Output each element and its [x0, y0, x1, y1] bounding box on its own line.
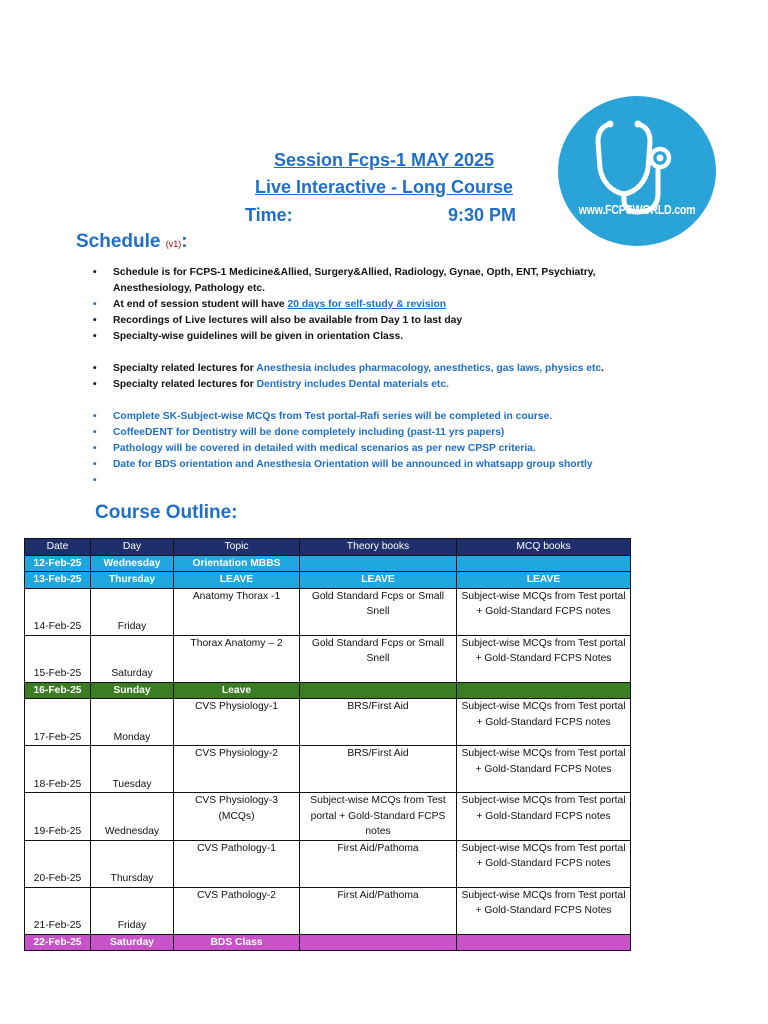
table-row — [25, 572, 631, 589]
table-row — [25, 840, 631, 887]
cell-day: Friday — [91, 588, 174, 635]
cell-theory: Gold Standard Fcps or Small Snell — [300, 635, 457, 682]
cell-mcq: LEAVE — [457, 572, 631, 589]
fcps-world-logo — [558, 96, 716, 246]
cell-day: Wednesday — [91, 555, 174, 572]
logo-text: www.FCPSWORLD.com — [578, 202, 696, 217]
cell-topic: Leave — [174, 682, 300, 699]
cell-topic: CVS Physiology-3 (MCQs) — [174, 793, 300, 841]
table-row — [25, 588, 631, 635]
col-header-topic: Topic — [174, 539, 300, 556]
cell-day: Thursday — [91, 572, 174, 589]
cell-topic: Anatomy Thorax -1 — [174, 588, 300, 635]
cell-mcq — [457, 682, 631, 699]
cell-topic: BDS Class — [174, 934, 300, 951]
table-row — [25, 793, 631, 841]
cell-theory — [300, 555, 457, 572]
note-item: • Schedule is for FCPS-1 Medicine&Allied, Surgery&Allied, Radiology, Gynae, Opth, ENT, Psychiatry, Anesthesiology, Pathology etc. — [93, 265, 653, 297]
cell-day: Thursday — [91, 840, 174, 887]
cell-theory — [300, 934, 457, 951]
cell-date: 14-Feb-25 — [25, 588, 91, 635]
note-item — [93, 377, 653, 393]
cell-date: 17-Feb-25 — [25, 699, 91, 746]
time-value: 9:30 PM — [448, 205, 517, 225]
course-type-title: Live Interactive - Long Course — [254, 177, 514, 197]
cell-topic: Thorax Anatomy – 2 — [174, 635, 300, 682]
schedule-colon: : — [181, 231, 188, 252]
table-row — [25, 887, 631, 934]
cell-day: Monday — [91, 699, 174, 746]
cell-topic: CVS Physiology-1 — [174, 699, 300, 746]
note-item: • Date for BDS orientation and Anesthesia Orientation will be announced in whatsapp group shortly — [93, 457, 653, 473]
cell-topic: CVS Pathology-1 — [174, 840, 300, 887]
cell-mcq: Subject-wise MCQs from Test portal + Gold-Standard FCPS Notes — [457, 887, 631, 934]
cell-day: Saturday — [91, 934, 174, 951]
cell-theory: LEAVE — [300, 572, 457, 589]
col-header-mcq-books: MCQ books — [457, 539, 631, 556]
cell-date: 16-Feb-25 — [25, 682, 91, 699]
cell-date: 13-Feb-25 — [25, 572, 91, 589]
col-header-theory-books: Theory books — [300, 539, 457, 556]
note-text: . — [601, 363, 605, 374]
cell-theory — [300, 682, 457, 699]
cell-mcq — [457, 555, 631, 572]
cell-theory: First Aid/Pathoma — [300, 840, 457, 887]
version-label: (v1) — [165, 239, 182, 249]
col-header-date: Date — [25, 539, 91, 556]
table-row — [25, 934, 631, 951]
course-outline-heading: Course Outline: — [95, 502, 238, 523]
note-item-empty — [93, 473, 653, 489]
self-study-link[interactable]: 20 days for self-study & revision — [287, 299, 447, 310]
cell-mcq: Subject-wise MCQs from Test portal + Gold-Standard FCPS Notes — [457, 635, 631, 682]
cell-day: Tuesday — [91, 746, 174, 793]
note-text: Specialty related lectures for — [113, 379, 257, 390]
cell-topic: CVS Physiology-2 — [174, 746, 300, 793]
cell-mcq — [457, 934, 631, 951]
cell-theory: First Aid/Pathoma — [300, 887, 457, 934]
table-row — [25, 699, 631, 746]
cell-date: 18-Feb-25 — [25, 746, 91, 793]
cell-date: 22-Feb-25 — [25, 934, 91, 951]
note-text: Specialty related lectures for — [113, 363, 257, 374]
cell-topic: LEAVE — [174, 572, 300, 589]
cell-date: 12-Feb-25 — [25, 555, 91, 572]
cell-mcq: Subject-wise MCQs from Test portal + Gold-Standard FCPS notes — [457, 588, 631, 635]
cell-mcq: Subject-wise MCQs from Test portal + Gold-Standard FCPS notes — [457, 840, 631, 887]
cell-mcq: Subject-wise MCQs from Test portal + Gold-Standard FCPS notes — [457, 699, 631, 746]
schedule-heading-text: Schedule — [76, 231, 161, 252]
cell-day: Wednesday — [91, 793, 174, 841]
stethoscope-icon — [558, 96, 716, 246]
cell-date: 20-Feb-25 — [25, 840, 91, 887]
cell-day: Friday — [91, 887, 174, 934]
session-title: Session Fcps-1 MAY 2025 — [273, 150, 495, 170]
schedule-heading — [76, 231, 188, 253]
cell-theory: BRS/First Aid — [300, 699, 457, 746]
col-header-day: Day — [91, 539, 174, 556]
note-item — [93, 297, 653, 313]
note-item: • CoffeeDENT for Dentistry will be done completely including (past-11 yrs papers) — [93, 425, 653, 441]
note-item: • Complete SK-Subject-wise MCQs from Test portal-Rafi series will be completed in course. — [93, 409, 653, 425]
course-outline-table — [24, 538, 631, 951]
table-row — [25, 555, 631, 572]
time-label: Time: — [245, 205, 293, 225]
table-row — [25, 635, 631, 682]
note-highlight: Anesthesia includes pharmacology, anesthetics, gas laws, physics etc — [256, 363, 602, 374]
table-row — [25, 746, 631, 793]
cell-day: Saturday — [91, 635, 174, 682]
note-item: • Recordings of Live lectures will also be available from Day 1 to last day — [93, 313, 653, 329]
table-header-row — [25, 539, 631, 556]
cell-topic: Orientation MBBS — [174, 555, 300, 572]
cell-mcq: Subject-wise MCQs from Test portal + Gold-Standard FCPS Notes — [457, 746, 631, 793]
note-item: • Specialty-wise guidelines will be given in orientation Class. — [93, 329, 653, 345]
note-item: • Pathology will be covered in detailed with medical scenarios as per new CPSP criteria. — [93, 441, 653, 457]
table-row — [25, 682, 631, 699]
note-text: At end of session student will have — [113, 299, 288, 310]
cell-theory: Subject-wise MCQs from Test portal + Gold-Standard FCPS notes — [300, 793, 457, 841]
cell-day: Sunday — [91, 682, 174, 699]
cell-date: 21-Feb-25 — [25, 887, 91, 934]
cell-date: 15-Feb-25 — [25, 635, 91, 682]
cell-date: 19-Feb-25 — [25, 793, 91, 841]
cell-theory: BRS/First Aid — [300, 746, 457, 793]
cell-mcq: Subject-wise MCQs from Test portal + Gold-Standard FCPS notes — [457, 793, 631, 841]
schedule-notes — [93, 265, 653, 489]
cell-theory: Gold Standard Fcps or Small Snell — [300, 588, 457, 635]
note-highlight: Dentistry includes Dental materials etc. — [256, 379, 449, 390]
cell-topic: CVS Pathology-2 — [174, 887, 300, 934]
note-item — [93, 361, 653, 377]
